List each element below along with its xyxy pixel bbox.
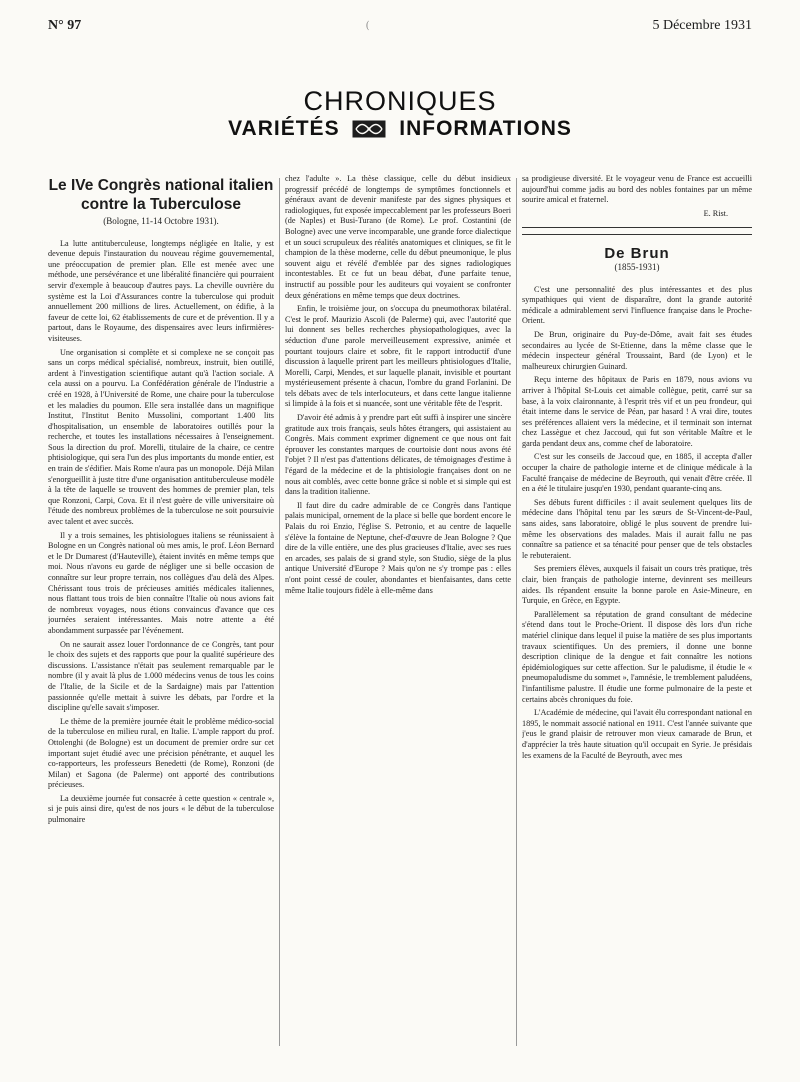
paragraph: D'avoir été admis à y prendre part eût suffi à inspirer une sincère gratitude aux trois français, seuls hôtes étrangers, qui assistaient au Congrès. Mais comment exprimer dignement ce que nous ont fait éprouver les constantes marques de courtoisie dont nous avons été l'objet ? Il n'est pas d'attentions délicates, de témoignages d'estime à l'égard de la médecine et de la phtisiologie françaises dont on ne nous ait comblés, avec cette bonne grâce si noble et si simple qui est dans la tradition italienne. [285,413,511,497]
article-title: Le IVe Congrès national italien contre la Tuberculose [48,177,274,213]
page-header [48,18,752,38]
column-2 [285,174,511,1050]
paragraph: De Brun, originaire du Puy-de-Dôme, avait fait ses études secondaires au lycée de St-Etienne, dans la même classe que le médecin inspecteur général Troussaint, Bard (de Lyon) et le malheureux chirurgien Guinard. [522,329,752,371]
paragraph: C'est une personnalité des plus intéressantes et des plus sympathiques qui vient de disparaître, dont la grande autorité médicale a admirablement servi l'influence française dans le Proche-Orient. [522,284,752,326]
masthead-title: CHRONIQUES [303,86,497,116]
column-1 [48,170,274,1050]
column-3 [522,174,752,1050]
margin-mark: ( [366,20,370,31]
paragraph: La lutte antituberculeuse, longtemps négligée en Italie, y est devenue depuis l'instauration du nouveau régime gouvernemental, une préoccupation de premier plan. Elle est menée avec une méthode, une persévérance et une libéralité financière qui pourraient servir d'exemple à beaucoup d'autres pays. La cheville ouvrière du système est la Loi d'Assurances contre la tuberculose qui produit annuellement 200 millions de lires. Actuellement, on édifie, à la faveur de cette loi, 62 établissements de cure et de prévention. Il y a partout, dans le Royaume, des dispensaires avec leurs infirmières-visiteuses. [48,238,274,343]
column-separator [516,178,517,1046]
paragraph: Il faut dire du cadre admirable de ce Congrès dans l'antique palais municipal, ornement de la place si belle que bordent encore le Palais du roi Enzio, l'église S. Petronio, et au centre de laquelle s'élève la fontaine de Neptune, chef-d'œuvre de Jean Bologne ? Que dire de la ville entière, une des plus gracieuses d'Italie, avec ses rues en arcades, ses palais de si grand style, son Studio, siège de la plus antique Université d'Europe ? Mais qu'on ne s'y trompe pas : elles n'ont point cessé de couler, abondantes et bienfaisantes, dans cette même Italie toujours fidèle à elle-même dans [285,500,511,595]
article-subtitle: (Bologne, 11-14 Octobre 1931). [103,216,219,226]
paragraph: La deuxième journée fut consacrée à cette question « centrale », si je puis ainsi dire, qu'est de nos jours « le début de la tuberculose pulmonaire [48,793,274,825]
paragraph: Une organisation si complète et si complexe ne se conçoit pas sans un corps médical spécialisé, nombreux, instruit, bien outillé, ardent à l'investigation scientifique autant qu'à l'action sociale. A cela aussi on a pourvu. La Confédération générale de l'Industrie a créé en 1928, à l'Université de Rome, une chaire pour la tuberculose et les maladies du poumon. Elle sera installée dans un magnifique Institut, l'Institut Benito Mussolini, comportant 1.400 lits d'hospitalisation, un ensemble de laboratoires outillés pour la recherche, et toutes les installations nécessaires à l'enseignement. Sous la direction du prof. Morelli, titulaire de la chaire, ce centre phtisiologique, qui sera l'un des plus importants du monde entier, est en train de s'édifier. Mais Rome n'aura pas un monopole. Déjà Milan s'enorgueillit à juste titre d'une organisation antituberculeuse modèle à la tête de laquelle se trouvent des hommes de premier plan, tels que Ronzoni, Carpi, Cova. Et il n'est guère de ville universitaire où l'étude des nombreux problèmes de la tuberculose ne soit poursuivie avec talent et avec succès. [48,347,274,527]
divider [522,234,752,235]
paragraph: Ses premiers élèves, auxquels il faisait un cours très pratique, très clair, bien français de pathologie interne, devinrent ses meilleurs aides. Ils répandent ensuite la bonne parole en Asie-Mineure, en Turquie, en Grèce, en Egypte. [522,564,752,606]
paragraph: Ses débuts furent difficiles : il avait seulement quelques lits de médecine dans l'hôpital tenu par les sœurs de St-Vincent-de-Paul, sans aides, sans laboratoire, obligé le plus souvent de prendre lui-même les observations des malades. Mais il aurait fallu ne pas connaître sa patience et sa ténacité pour penser que de tels obstacles le rebuteraient. [522,497,752,560]
obituary-dates: (1855-1931) [614,261,660,272]
paragraph: Parallèlement sa réputation de grand consultant de médecine s'étend dans tout le Proche-Orient. Il dispose dès lors d'un riche matériel clinique dans lequel il puise la matière de ses plus importants travaux scientifiques. Un des premiers, il donne une bonne description clinique de la dengue et fait connaître les notions épidémiologiques sur cette affection. Sur le paludisme, il étudie le « pneumopaludisme du sommet », l'amnésie, le tremblement paludéens, l'infantilisme palustre. Il étudie une forme pulmonaire de la peste et certains abcès chroniques du foie. [522,609,752,704]
paragraph: Reçu interne des hôpitaux de Paris en 1879, nous avions vu arriver à l'hôpital St-Louis cet aimable collègue, petit, carré sur sa base, à la voix claironnante, à l'esprit très vif et un peu frondeur, qui était interne dans le service de Péan, par hasard ! A vrai dire, toutes ses préférences allaient vers la médecine, et il terminait son internat chez Lassègue et chez Jaccoud, qui fut son véritable Maître et le garda pendant deux ans, comme chef de laboratoire. [522,375,752,448]
issue-number: N° 97 [48,18,82,33]
paragraph: L'Académie de médecine, qui l'avait élu correspondant national en 1895, le nommait associé national en 1911. C'est l'année suivante que j'eus le grand plaisir de retrouver mon vieux camarade de Brun, et d'apprécier la très haute situation qu'il occupait en Syrie. Je présidais les examens de la Faculté de Beyrouth, avec mes [522,708,752,760]
paragraph: chez l'adulte ». La thèse classique, celle du début insidieux progressif précédé de longtemps de symptômes fonctionnels et généraux avant de devenir manifeste par des signes physiques et radiologiques, fut exposée impeccablement par les professeurs Boeri (de Naples) et Busi-Turano (de Rome). Le prof. Costantini (de Bologne) avec une verve incomparable, une grande force dialectique et un souci scrupuleux des réalités anatomiques et cliniques, se fit le champion de la thèse moderne, celle du début pneumonique, le plus souvent aigu et révélé d'emblée par des signes radiologiques incontestables. Et ce fut un beau débat, d'une parfaite tenue, instructif au possible pour les auditeurs qui voyaient se confronter deux générations en même temps que deux doctrines. [285,174,511,300]
paragraph: C'est sur les conseils de Jaccoud que, en 1885, il accepta d'aller occuper la chaire de pathologie interne et de clinique médicale à la Faculté française de médecine de Beyrouth, qui venait d'être créée. Il en a été le titulaire jusqu'en 1930, pendant quarante-cinq ans. [522,452,752,494]
paragraph: Le thème de la première journée était le problème médico-social de la tuberculose en milieu rural, en Italie. L'ample rapport du prof. Ottolenghi (de Bologne) est un document de premier ordre sur cet important sujet étudié avec une précision pénétrante, et auquel les co-rapporteurs, les professeurs Benedetti (de Rome), Ronzoni (de Milan) et Sagona (de Palerme) ont apporté des contributions précieuses. [48,716,274,790]
masthead-right-word: INFORMATIONS [399,117,572,140]
paragraph: sa prodigieuse diversité. Et le voyageur venu de France est accueilli aujourd'hui comme jadis au bord des nobles fontaines par un même sourire amical et fraternel. [522,174,752,205]
masthead [0,86,800,144]
paragraph: Enfin, le troisième jour, on s'occupa du pneumothorax bilatéral. C'est le prof. Maurizio Ascoli (de Palerme) qui, avec l'autorité que lui donnent ses belles recherches physiopathologiques, avec la séduction d'une parole merveilleusement expressive, animée et pourtant toujours claire et sobre, fit le rapport introductif d'une discussion à laquelle prirent part les meilleurs phtisiologues d'Italie, Morelli, Carpi, Mendes, et sur laquelle planait, invisible et pourtant mystérieusement présente à chacun, l'ombre du grand Forlanini. De tels débats avec de tels interlocuteurs, et dans cette langue italienne si limpide à la fois et si nuancée, sont une véritable fête de l'esprit. [285,304,511,409]
ornament-icon [352,120,386,144]
column-separator [279,178,280,1046]
issue-date: 5 Décembre 1931 [652,18,752,33]
paragraph: On ne saurait assez louer l'ordonnance de ce Congrès, tant pour le choix des sujets et des rapports que pour la qualité supérieure des discussions. L'assistance n'était pas seulement remarquable par le nombre (il y avait là plus de 1.000 médecins venus de tous les coins de l'Italie, de la Sicile et de la Sardaigne) mais par l'attention passionnée qu'elle mettait à suivre les débats, par l'ordre et la discipline qu'elle savait s'imposer. [48,639,274,713]
masthead-left-word: VARIÉTÉS [228,117,340,140]
paragraph: Il y a trois semaines, les phtisiologues italiens se réunissaient à Bologne en un Congrès national où mes amis, le prof. Léon Bernard et le Dr Dumarest (d'Hauteville), étaient invités en même temps que moi. Nous n'avons eu garde de négliger une si belle occasion de connaître sur leur propre terrain, nos collègues d'au delà des Alpes. Chérissant tous trois de précieuses amitiés médicales italiennes, nous flattant tous trois de bien connaître l'Italie où nous avions fait de nombreux voyages, nous étions convaincus d'avance que ces journées seraient intéressantes. Mais notre attente a été abondamment surpassée par l'événement. [48,530,274,635]
divider [522,227,752,228]
author-signature: E. Rist. [703,208,728,218]
masthead-subtitle [0,117,800,144]
obituary-title: De Brun [604,245,670,263]
